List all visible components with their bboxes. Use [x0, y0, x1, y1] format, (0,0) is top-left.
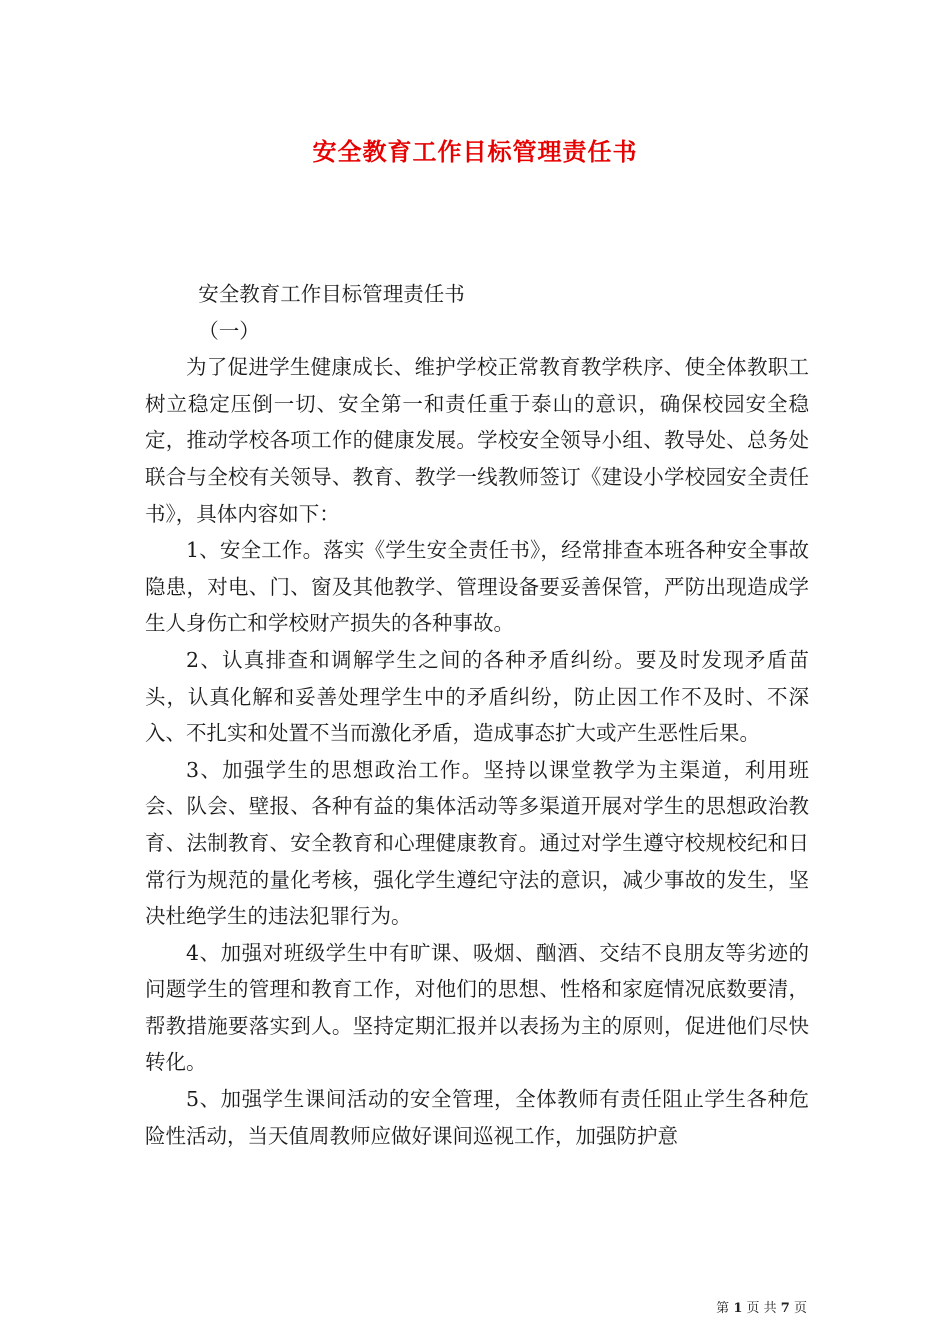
paragraph-item-4: 4、加强对班级学生中有旷课、吸烟、酗酒、交结不良朋友等劣迹的问题学生的管理和教育工作，对他们的思想、性格和家庭情况底数要清，帮教措施要落实到人。坚持定期汇报并以表扬为主的原则，促进他们尽快转化。 [145, 940, 809, 1075]
section-mark: （一） [198, 318, 260, 343]
paragraph-item-2: 2、认真排查和调解学生之间的各种矛盾纠纷。要及时发现矛盾苗头，认真化解和妥善处理学生中的矛盾纠纷，防止因工作不及时、不深入、不扎实和处置不当而激化矛盾，造成事态扩大或产生恶性后果。 [145, 647, 809, 746]
footer-prefix: 第 [716, 1301, 730, 1316]
paragraph-item-1: 1、安全工作。落实《学生安全责任书》，经常排查本班各种安全事故隐患，对电、门、窗及其他教学、管理设备要妥善保管，严防出现造成学生人身伤亡和学校财产损失的各种事故。 [145, 538, 809, 636]
paragraph-item-5: 5、加强学生课间活动的安全管理，全体教师有责任阻止学生各种危险性活动，当天值周教师应做好课间巡视工作，加强防护意 [145, 1087, 809, 1148]
document-body [145, 276, 809, 1154]
page-footer [716, 1297, 807, 1316]
footer-current-page: 1 [733, 1301, 743, 1316]
document-title: 安全教育工作目标管理责任书 [312, 137, 638, 166]
paragraph-item-3: 3、加强学生的思想政治工作。坚持以课堂教学为主渠道，利用班会、队会、壁报、各种有益的集体活动等多渠道开展对学生的思想政治教育、法制教育、安全教育和心理健康教育。通过对学生遵守校规校纪和日常行为规范的量化考核，强化学生遵纪守法的意识，减少事故的发生，坚决杜绝学生的违法犯罪行为。 [145, 757, 809, 929]
footer-total-pages: 7 [780, 1301, 790, 1316]
footer-suffix: 页 [793, 1301, 807, 1316]
document-subtitle: 安全教育工作目标管理责任书 [198, 282, 465, 306]
footer-middle: 页 共 [746, 1301, 777, 1316]
paragraph-intro: 为了促进学生健康成长、维护学校正常教育教学秩序、使全体教职工树立稳定压倒一切、安全第一和责任重于泰山的意识，确保校园安全稳定，推动学校各项工作的健康发展。学校安全领导小组、教导处、总务处联合与全校有关领导、教育、教学一线教师签订《建设小学校园安全责任书》，具体内容如下： [145, 355, 809, 526]
